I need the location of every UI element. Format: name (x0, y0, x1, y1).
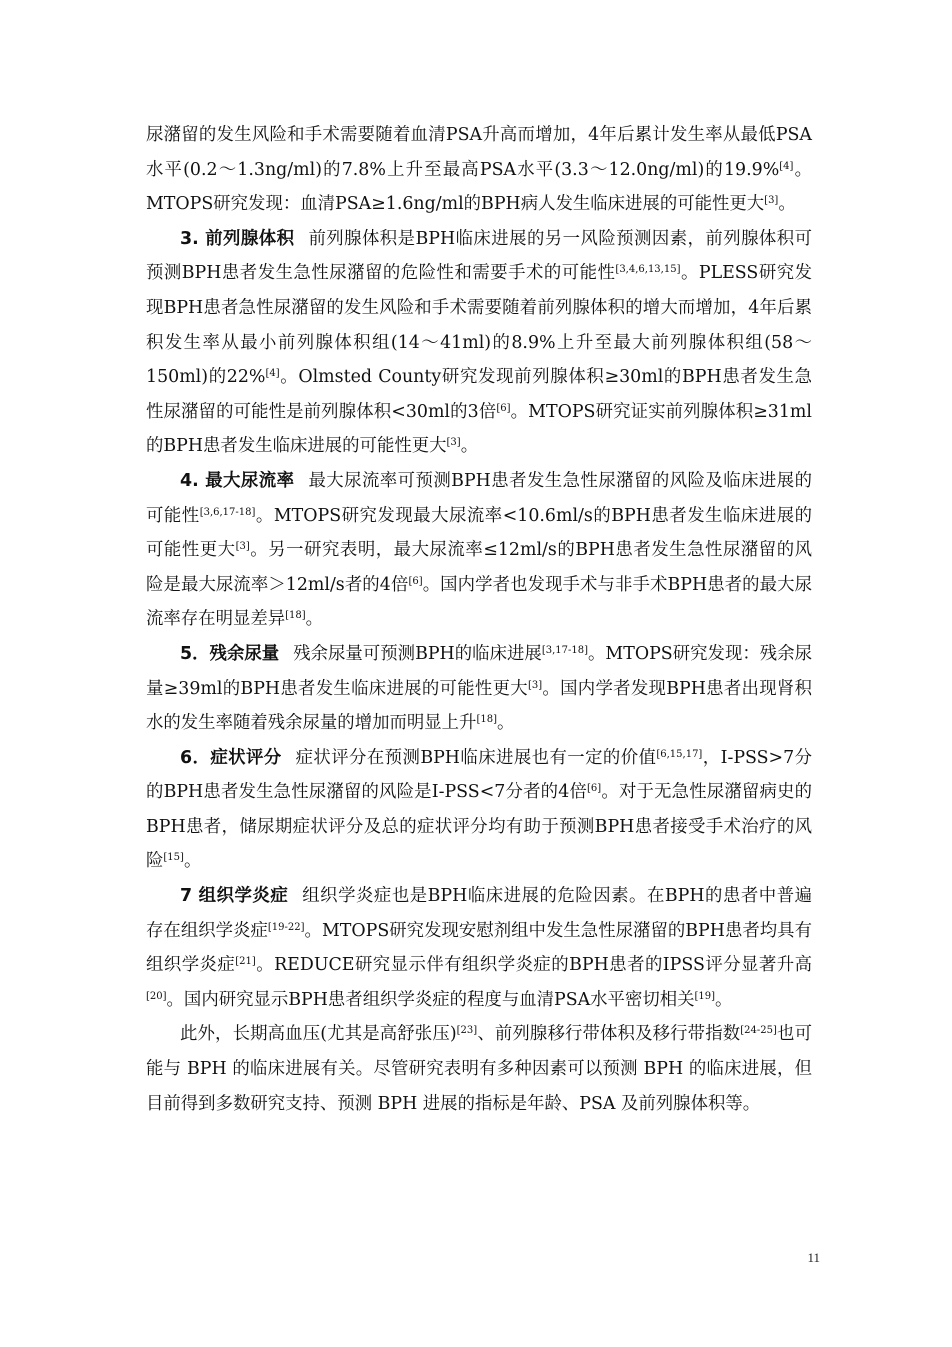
paragraph-text: 。MTOPS研究发现：血清PSA≥1.6ng/ml的BPH病人发生临床进展的可能性更大 (146, 159, 812, 215)
citation-ref: [6] (496, 402, 511, 414)
paragraph-text: 。另一研究表明，最大尿流率≤12ml/s的BPH患者发生急性尿潴留的风险是最大尿流率＞12ml/s者的4倍 (146, 540, 812, 595)
paragraph (146, 118, 812, 222)
paragraph-text: 。REDUCE研究显示伴有组织学炎症的BPH患者的IPSS评分显著升高 (255, 955, 812, 976)
paragraph-text: 。MTOPS研究证实前列腺体积≥31ml的BPH患者发生临床进展的可能性更大 (146, 401, 812, 457)
citation-ref: [18] (285, 610, 306, 622)
paragraph (146, 222, 812, 464)
paragraph-text: 。 (460, 436, 479, 457)
paragraph-text: 。 (183, 851, 202, 872)
paragraph-text: 。MTOPS研究发现最大尿流率<10.6ml/s的BPH患者发生临床进展的可能性更大 (146, 505, 812, 561)
body-text (146, 118, 812, 1121)
paragraph (146, 741, 812, 879)
citation-ref: [21] (235, 956, 256, 968)
citation-ref: [19-22] (267, 921, 305, 933)
section-heading: 6．症状评分 (180, 747, 282, 768)
citation-ref: [23] (456, 1025, 478, 1037)
paragraph-text: 。对于无急性尿潴留病史的BPH患者，储尿期症状评分及总的症状评分均有助于预测BPH患者接受手术治疗的风险 (146, 782, 812, 872)
paragraph (146, 637, 812, 741)
section-heading: 7 组织学炎症 (180, 886, 289, 907)
paragraph-text: 症状评分在预测BPH临床进展也有一定的价值 (295, 747, 657, 768)
citation-ref: [4] (265, 368, 280, 380)
citation-ref: [3,4,6,13,15] (615, 264, 681, 276)
paragraph-text: 尿潴留的发生风险和手术需要随着血清PSA升高而增加，4年后累计发生率从最低PSA水平(0.2～1.3ng/ml)的7.8%上升至最高PSA水平(3.3～12.0ng/ml)的19.9% (146, 125, 812, 180)
citation-ref: [3] (764, 195, 779, 207)
paragraph (146, 879, 812, 1017)
paragraph-text: 前列腺体积是BPH临床进展的另一风险预测因素，前列腺体积可预测BPH患者发生急性尿潴留的危险性和需要手术的可能性 (146, 228, 812, 284)
paragraph-text: 、前列腺移行带体积及移行带指数 (477, 1024, 741, 1045)
citation-ref: [3] (446, 437, 461, 449)
paragraph-text: ，I-PSS>7分的BPH患者发生急性尿潴留的风险是I-PSS<7分者的4倍 (146, 747, 813, 803)
citation-ref: [3,6,17-18] (199, 506, 256, 518)
paragraph-text: 。MTOPS研究发现安慰剂组中发生急性尿潴留的BPH患者均具有组织学炎症 (146, 920, 812, 976)
paragraph-text: 。 (496, 713, 515, 734)
paragraph-text: 。Olmsted County研究发现前列腺体积≥30ml的BPH患者发生急性尿潴留的可能性是前列腺体积<30ml的3倍 (146, 367, 812, 422)
paragraph-text: 。国内学者也发现手术与非手术BPH患者的最大尿流率存在明显差异 (146, 574, 813, 630)
citation-ref: [3] (527, 679, 543, 691)
paragraph-text: 。国内学者发现BPH患者出现肾积水的发生率随着残余尿量的增加而明显上升 (146, 678, 812, 734)
citation-ref: [6] (587, 783, 602, 795)
citation-ref: [6,15,17] (656, 748, 703, 760)
paragraph-text: 。 (305, 609, 324, 630)
paragraph-text: 。PLESS研究发现BPH患者急性尿潴留的发生风险和手术需要随着前列腺体积的增大而增加，4年后累积发生率从最小前列腺体积组(14～41ml)的8.9%上升至最大前列腺体积组(58～150ml)的22% (146, 263, 812, 388)
citation-ref: [19] (694, 990, 716, 1002)
section-heading: 4. 最大尿流率 (180, 470, 295, 491)
citation-ref: [3,17-18] (541, 644, 588, 656)
citation-ref: [6] (408, 575, 423, 587)
paragraph-text: 。 (778, 194, 796, 215)
paragraph-text: 最大尿流率可预测BPH患者发生急性尿潴留的风险及临床进展的可能性 (146, 470, 812, 526)
paragraph-text: 。 (715, 989, 733, 1010)
paragraph (146, 1017, 812, 1121)
paragraph-text: 组织学炎症也是BPH临床进展的危险因素。在BPH的患者中普遍存在组织学炎症 (146, 886, 813, 941)
paragraph (146, 464, 812, 637)
page-number: 11 (807, 1250, 820, 1265)
paragraph-text: 此外，长期高血压(尤其是高舒张压) (180, 1024, 457, 1045)
citation-ref: [3] (235, 541, 250, 553)
citation-ref: [15] (163, 852, 184, 864)
section-heading: 3. 前列腺体积 (180, 228, 295, 249)
citation-ref: [20] (146, 990, 167, 1002)
paragraph-text: 残余尿量可预测BPH的临床进展 (293, 643, 542, 664)
citation-ref: [24-25] (740, 1025, 777, 1037)
paragraph-text: 也可能与 BPH 的临床进展有关。尽管研究表明有多种因素可以预测 BPH 的临床进展，但目前得到多数研究支持、预测 BPH 进展的指标是年龄、PSA 及前列腺体积等。 (146, 1024, 812, 1114)
section-heading: 5．残余尿量 (180, 643, 280, 664)
citation-ref: [4] (779, 160, 794, 172)
citation-ref: [18] (476, 714, 497, 726)
paragraph-text: 。国内研究显示BPH患者组织学炎症的程度与血清PSA水平密切相关 (166, 989, 695, 1010)
paragraph-text: 。MTOPS研究发现：残余尿量≥39ml的BPH患者发生临床进展的可能性更大 (146, 643, 812, 699)
